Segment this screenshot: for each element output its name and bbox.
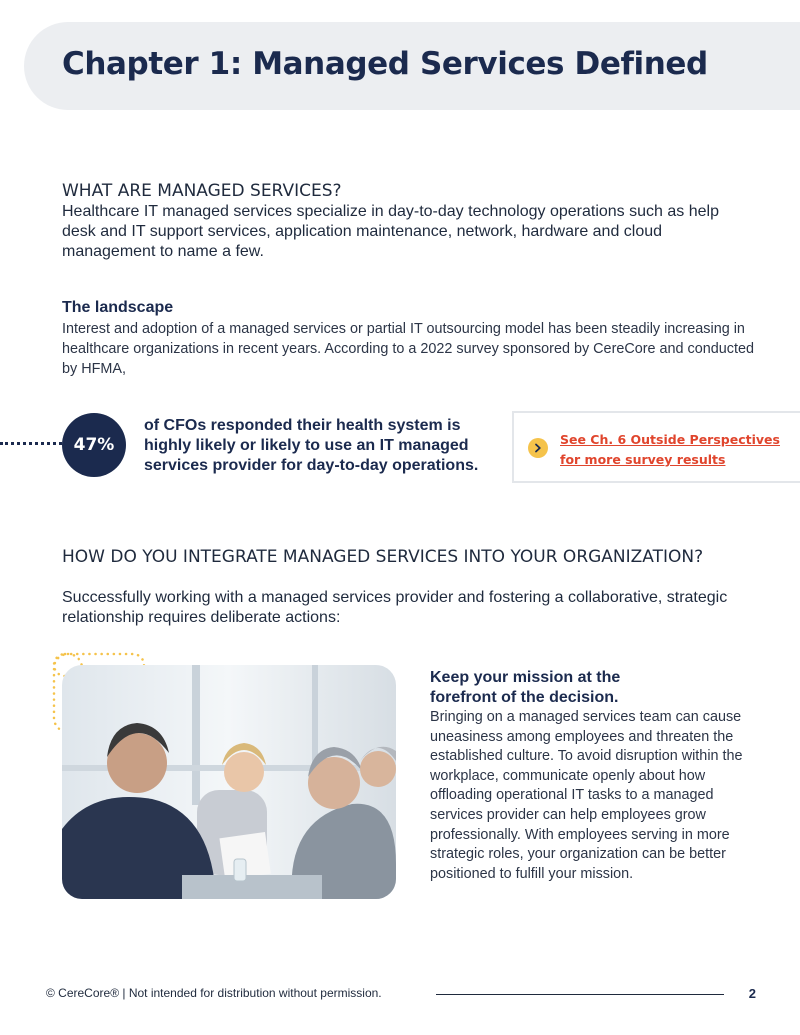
mission-title-line-1: Keep your mission at the <box>430 669 621 686</box>
section-body-what: Healthcare IT managed services specialize in day-to-day technology operations such as help desk and IT support services, application maintenance, network, hardware and cloud management to name a few. <box>62 203 719 260</box>
landscape-title: The landscape <box>62 299 174 316</box>
link-line-1: See Ch. 6 Outside Perspectives <box>560 432 780 447</box>
landscape-block <box>62 299 762 379</box>
footer-copyright: © CereCore® | Not intended for distribution without permission. <box>46 986 382 1000</box>
mission-title-line-2: forefront of the decision. <box>430 689 619 706</box>
section-heading-integrate: HOW DO YOU INTEGRATE MANAGED SERVICES INTO YOUR ORGANIZATION? <box>62 547 704 567</box>
section-heading-what: WHAT ARE MANAGED SERVICES? <box>62 181 342 201</box>
page-number: 2 <box>748 986 756 1001</box>
chapter-title: Chapter 1: Managed Services Defined <box>62 46 708 82</box>
stat-circle <box>62 413 126 477</box>
mission-block <box>430 668 760 884</box>
footer-rule <box>436 994 724 995</box>
mission-body: Bringing on a managed services team can cause uneasiness among employees and threaten the established culture. To avoid disruption within the workplace, communicate openly about how offloading operational IT tasks to a managed services provider can help employees grow professionally. With employees serving in more strategic roles, your organization can be better positioned to fulfill your mission. <box>430 709 743 882</box>
chevron-right-icon <box>528 438 548 458</box>
callout-box <box>512 411 800 483</box>
stat-value: 47% <box>73 435 115 455</box>
stat-description: of CFOs responded their health system is highly likely or likely to use an IT managed services provider for day-to-day operations. <box>144 417 479 474</box>
landscape-body: Interest and adoption of a managed services or partial IT outsourcing model has been steadily increasing in healthcare organizations in recent years. According to a 2022 survey sponsored by CereCore and conducted by HFMA, <box>62 321 754 377</box>
link-line-2: for more survey results <box>560 452 726 467</box>
section-body-integrate: Successfully working with a managed services provider and fostering a collaborative, strategic relationship requires deliberate actions: <box>62 589 728 626</box>
page-footer <box>46 986 756 1004</box>
meeting-photo <box>62 665 396 899</box>
chapter-banner <box>24 22 800 110</box>
dotted-connector <box>0 442 62 445</box>
survey-results-link[interactable] <box>560 430 780 470</box>
